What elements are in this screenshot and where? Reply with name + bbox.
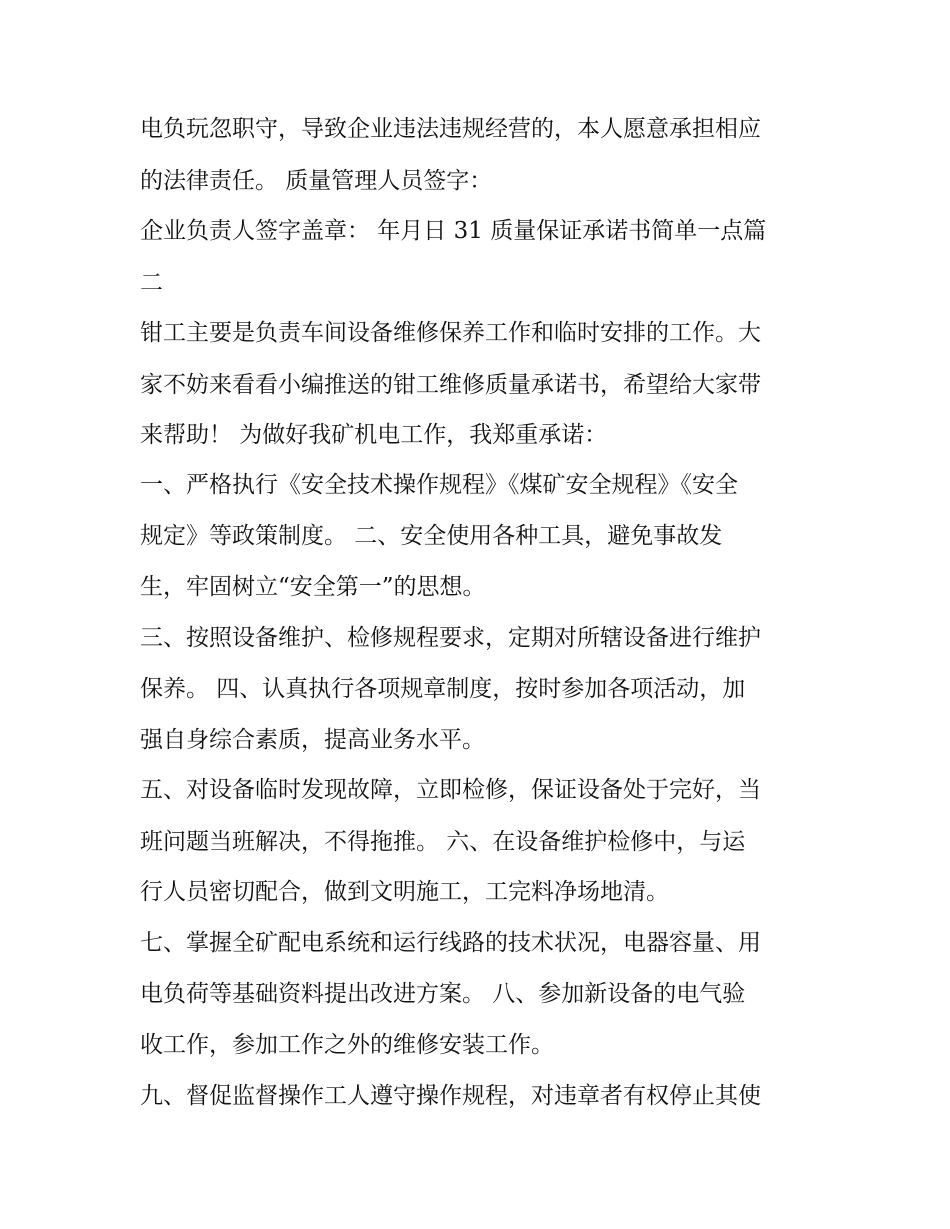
text-line: 七、掌握全矿配电系统和运行线路的技术状况，电器容量、用: [140, 930, 761, 956]
text-line: 班问题当班解决，不得拖推。 六、在设备维护检修中，与运: [140, 829, 746, 855]
text-line: 生，牢固树立“安全第一”的思想。: [140, 574, 486, 600]
text-line: 钳工主要是负责车间设备维修保养工作和临时安排的工作。大: [140, 320, 761, 346]
text-line: 来帮助！ 为做好我矿机电工作，我郑重承诺：: [140, 422, 608, 448]
text-line: 保养。 四、认真执行各项规章制度，按时参加各项活动，加: [140, 676, 746, 702]
text-line: 的法律责任。 质量管理人员签字：: [140, 168, 493, 194]
text-line: 一、严格执行《安全技术操作规程》《煤矿安全规程》《安全: [140, 472, 738, 498]
text-line: 收工作，参加工作之外的维修安装工作。: [140, 1032, 554, 1058]
text-line: 企业负责人签字盖章： 年月日 31 质量保证承诺书简单一点篇: [140, 218, 767, 244]
text-line: 规定》等政策制度。 二、安全使用各种工具，避免事故发: [140, 523, 723, 549]
text-line: 家不妨来看看小编推送的钳工维修质量承诺书，希望给大家带: [140, 372, 761, 398]
text-line: 行人员密切配合，做到文明施工，工完料净场地清。: [140, 879, 669, 905]
text-line: 二: [140, 270, 163, 296]
text-line: 九、督促监督操作工人遵守操作规程，对违章者有权停止其使: [140, 1083, 761, 1109]
text-line: 五、对设备临时发现故障，立即检修，保证设备处于完好，当: [140, 777, 761, 803]
text-line: 三、按照设备维护、检修规程要求，定期对所辖设备进行维护: [140, 625, 761, 651]
text-line: 强自身综合素质，提高业务水平。: [140, 727, 485, 753]
text-line: 电负玩忽职守，导致企业违法违规经营的，本人愿意承担相应: [140, 116, 761, 142]
text-line: 电负荷等基础资料提出改进方案。 八、参加新设备的电气验: [140, 981, 746, 1007]
